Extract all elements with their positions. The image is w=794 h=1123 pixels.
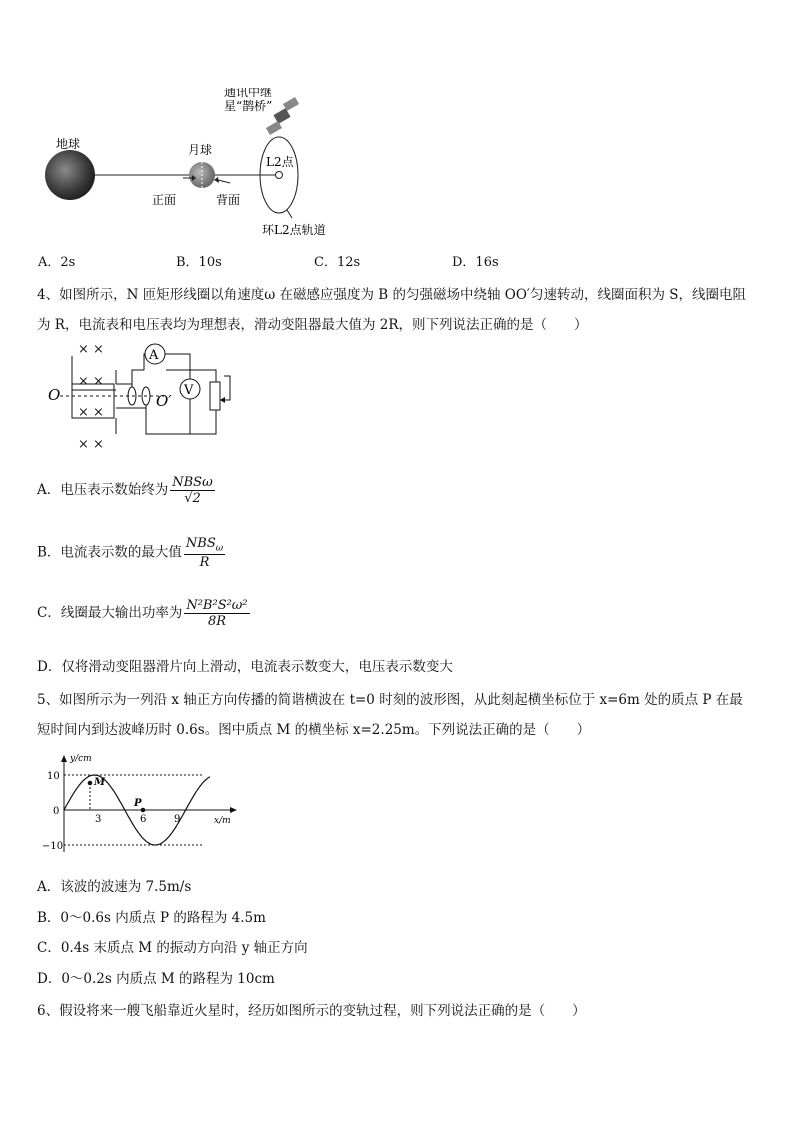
y-axis-label: y/cm <box>70 754 92 764</box>
point-m-label: M <box>94 777 106 788</box>
q3-option-d[interactable]: D．16s <box>452 255 499 270</box>
fraction-denominator: R <box>199 554 210 570</box>
q4-option-d[interactable]: D．仅将滑动变阻器滑片向上滑动，电流表示数变大，电压表示数变大 <box>37 659 453 675</box>
fraction-numerator: NBSω <box>172 475 213 490</box>
q4-stem-line-1: 4、如图所示，N 匝矩形线圈以角速度ω 在磁感应强度为 B 的匀强磁场中绕轴 OO′匀速转动，线圈面积为 S，线圈电阻 <box>37 287 747 303</box>
q4-option-b-fraction <box>184 536 225 570</box>
numerator-sub: ω <box>215 543 224 554</box>
q6-stem: 6、假设将来一艘飞船靠近火星时，经历如图所示的变轨过程，则下列说法正确的是（ ） <box>37 1003 586 1019</box>
earth-icon <box>45 150 95 200</box>
axis-label-o: O <box>48 386 61 404</box>
satellite-label-1: 通讯中继 <box>224 88 273 99</box>
q4-stem-line-2: 为 R，电流表和电压表均为理想表，滑动变阻器最大值为 2R，则下列说法正确的是（ ） <box>37 317 588 333</box>
back-label: 背面 <box>216 193 241 207</box>
earth-moon-diagram <box>40 88 360 248</box>
front-label: 正面 <box>152 193 177 207</box>
point-p-label: P <box>134 798 142 809</box>
q5-option-c[interactable]: C．0.4s 末质点 M 的振动方向沿 y 轴正方向 <box>37 940 308 956</box>
x-tick-3: 3 <box>95 814 102 825</box>
q3-option-c[interactable]: C．12s <box>314 255 361 270</box>
q5-option-b[interactable]: B．0～0.6s 内质点 P 的路程为 4.5m <box>37 910 266 926</box>
q4-option-a-fraction <box>170 475 214 506</box>
q5-wave-chart <box>38 752 238 856</box>
q4-option-b-text: B．电流表示数的最大值 <box>37 544 182 561</box>
q4-option-a[interactable] <box>37 475 215 506</box>
q4-option-c-text: C．线圈最大输出功率为 <box>37 605 183 621</box>
moon-label: 月球 <box>188 143 213 157</box>
y-tick-0: 0 <box>53 806 60 817</box>
q5-stem-line-1: 5、如图所示为一列沿 x 轴正方向传播的简谐横波在 t=0 时刻的波形图，从此刻起横坐标位于 x=6m 处的质点 P 在最 <box>37 692 743 708</box>
field-cross-row-2: × × <box>78 374 104 389</box>
q4-option-b[interactable] <box>37 536 225 570</box>
q3-option-a[interactable]: A．2s <box>38 255 76 270</box>
field-cross-row-4: × × <box>78 437 104 452</box>
x-tick-6: 6 <box>140 814 147 825</box>
y-tick-neg10: −10 <box>42 841 64 852</box>
q4-circuit-figure <box>44 340 244 455</box>
field-cross-row-3: × × <box>78 405 104 420</box>
y-tick-10: 10 <box>47 771 60 782</box>
point-m <box>88 781 93 786</box>
q4-option-c-fraction <box>184 598 249 629</box>
q5-option-a[interactable]: A．该波的波速为 7.5m/s <box>37 879 192 895</box>
l2-point <box>276 172 283 179</box>
q4-option-c[interactable] <box>37 598 250 629</box>
q3-option-b[interactable]: B．10s <box>176 255 222 270</box>
field-cross-row-1: × × <box>78 342 104 357</box>
earth-moon-l2-figure <box>40 88 360 248</box>
q4-option-a-text: A．电压表示数始终为 <box>37 482 169 498</box>
fraction-numerator: N²B²S²ω² <box>186 598 248 613</box>
l2-label: L2点 <box>266 155 294 169</box>
earth-label: 地球 <box>56 137 81 151</box>
wave-graph <box>38 752 238 856</box>
x-axis-label: x/m <box>214 816 231 826</box>
rheostat-icon <box>210 382 220 410</box>
circuit-diagram <box>44 340 244 455</box>
fraction-numerator <box>184 536 225 555</box>
ammeter-label: A <box>149 348 159 363</box>
orbit-label: 环L2点轨道 <box>262 223 326 237</box>
q5-stem-line-2: 短时间内到达波峰历时 0.6s。图中质点 M 的横坐标 x=2.25m。下列说法正确的是（ ） <box>37 722 591 738</box>
voltmeter-label: V <box>184 383 194 398</box>
x-tick-9: 9 <box>174 814 181 825</box>
satellite-label-2: 星“鹊桥” <box>224 99 273 113</box>
fraction-denominator: 8R <box>207 614 227 629</box>
numerator-main: NBS <box>185 536 216 551</box>
axis-label-o-prime: O′ <box>156 392 172 410</box>
fraction-denominator: √2 <box>184 491 201 506</box>
q5-option-d[interactable]: D．0～0.2s 内质点 M 的路程为 10cm <box>37 971 275 987</box>
